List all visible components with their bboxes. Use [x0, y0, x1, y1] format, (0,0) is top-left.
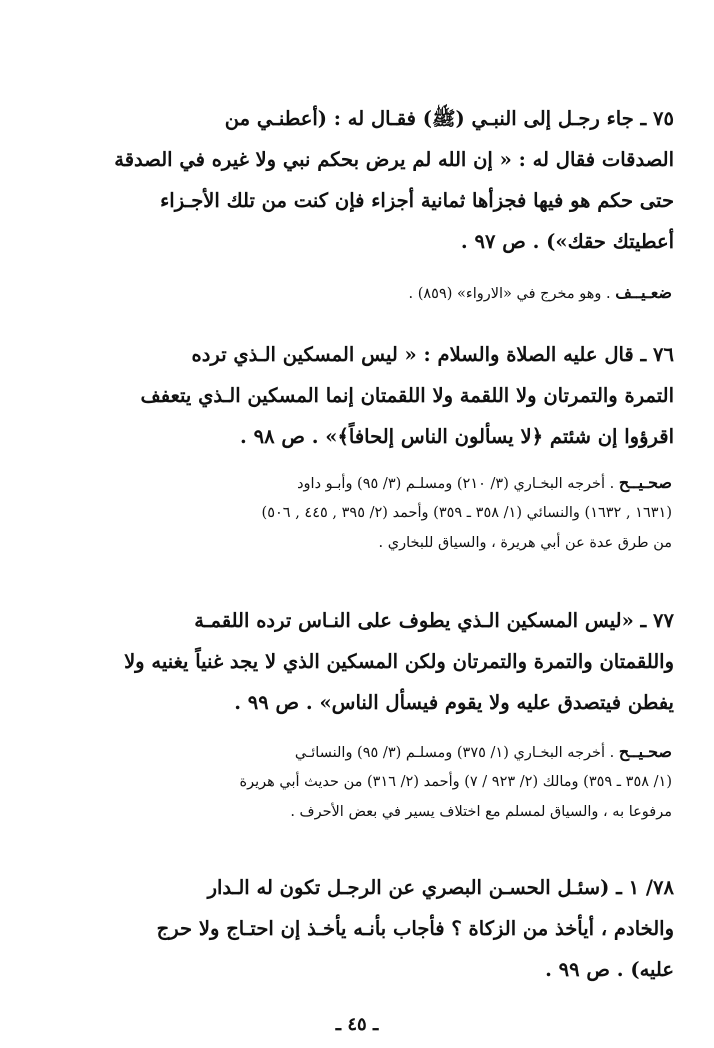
hadith-entry-76: [38, 334, 674, 457]
note-line: مرفوعا به ، والسياق لمسلم مع اختلاف يسير في بعض الأحرف .: [290, 804, 672, 820]
hadith-entry-75: [38, 98, 674, 262]
entry-line: عليه) . ص ٩٩ .: [545, 958, 674, 981]
note-text: . أخرجه البخـاري (٣/ ٢١٠) ومسلـم (٣/ ٩٥) وأبـو داود: [297, 476, 619, 492]
entry-line: الصدقات فقال له : « إن الله لم يرض بحكم نبي ولا غيره في الصدقة: [114, 148, 674, 171]
entry-line: أعطيتك حقك») . ص ٩٧ .: [460, 230, 674, 253]
hadith-entry-78-1: [38, 867, 674, 990]
hadith-entry-77: [38, 600, 674, 723]
entry-line: والخادم ، أيأخذ من الزكاة ؟ فأجاب بأنـه يأخـذ إن احتـاج ولا حرج: [156, 917, 674, 940]
entry-line: واللقمتان والتمرة والتمرتان ولكن المسكين الذي لا يجد غنياً يغنيه ولا: [124, 650, 674, 673]
grading-note-77: [44, 737, 672, 827]
page-number: ـ ٤٥ ـ: [335, 1014, 379, 1035]
grading-note-75: [44, 278, 672, 308]
note-line: [44, 737, 672, 767]
note-text: . وهو مخرج في «الارواء» (٨٥٩) .: [408, 286, 616, 302]
entry-line: ٧٧ ـ «ليس المسكين الـذي يطوف على النـاس ترده اللقمـة: [194, 609, 674, 632]
note-text: . أخرجه البخـاري (١/ ٣٧٥) ومسلـم (٣/ ٩٥) والنسائـي: [294, 745, 619, 761]
note-line: [44, 468, 672, 498]
entry-line: اقرؤوا إن شئتم ﴿لا يسألون الناس إلحافاً﴾» . ص ٩٨ .: [240, 425, 674, 448]
entry-line: ٧٦ ـ قال عليه الصلاة والسلام : « ليس المسكين الـذي ترده: [191, 343, 674, 366]
note-line: (١٦٣١ , ١٦٣٢) والنسائي (١/ ٣٥٨ ـ ٣٥٩) وأحمد (٢/ ٣٩٥ , ٤٤٥ , ٥٠٦): [261, 505, 672, 521]
grade-label: صحـيــح: [618, 473, 672, 492]
note-line: (١/ ٣٥٨ ـ ٣٥٩) ومالك (٢/ ٩٢٣ / ٧) وأحمد (٢/ ٣١٦) من حديث أبي هريرة: [239, 774, 672, 790]
entry-line: ٧٨/ ١ ـ (سئـل الحسـن البصري عن الرجـل تكون له الـدار: [207, 876, 674, 899]
entry-line: حتى حكم هو فيها فجزأها ثمانية أجزاء فإن كنت من تلك الأجـزاء: [160, 189, 674, 212]
entry-line: التمرة والتمرتان ولا اللقمة ولا اللقمتان إنما المسكين الـذي يتعفف: [140, 384, 674, 407]
entry-line: يفطن فيتصدق عليه ولا يقوم فيسأل الناس» . ص ٩٩ .: [234, 691, 674, 714]
grade-label: صحـيــح: [618, 742, 672, 761]
grading-note-76: [44, 468, 672, 558]
note-line: من طرق عدة عن أبي هريرة ، والسياق للبخاري .: [378, 535, 672, 551]
entry-line: ٧٥ ـ جاء رجـل إلى النبـي (ﷺ) فقـال له : (أعطنـي من: [224, 107, 674, 130]
note-line: [44, 278, 672, 308]
grade-label: ضعـيــف: [615, 283, 672, 302]
